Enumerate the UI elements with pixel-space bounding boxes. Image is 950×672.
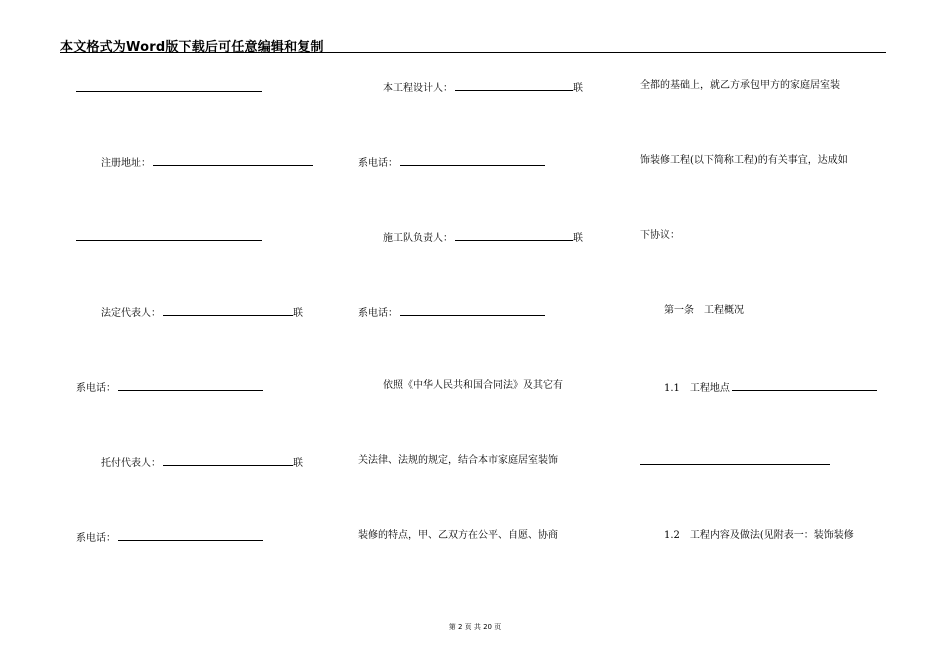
site-location-blank [732, 380, 877, 391]
phone-label: 系电话： [76, 533, 116, 544]
phone-label: 系电话： [358, 308, 398, 319]
entrusted-rep-label: 托付代表人： [101, 458, 161, 469]
page-number-footer: 第 2 页 共 20 页 [448, 623, 502, 631]
reg-address-line [101, 155, 313, 170]
phone-blank [118, 530, 263, 541]
col1-phone-line-2 [76, 530, 263, 545]
col1-blank-line-2 [76, 240, 262, 241]
col2-phone-line-2 [358, 305, 545, 320]
document-header-title: 本文格式为Word版下载后可任意编辑和复制 [60, 40, 324, 55]
col2-phone-line-1 [358, 155, 545, 170]
phone-label: 系电话： [76, 383, 116, 394]
phone-blank [400, 155, 545, 166]
legal-rep-blank [163, 305, 293, 316]
item-1-1-line [664, 380, 877, 395]
col1-blank-line-1 [76, 91, 262, 92]
entrusted-rep-blank [163, 455, 293, 466]
legal-rep-lian: 联 [293, 308, 303, 319]
col1-phone-line-1 [76, 380, 263, 395]
header-divider [60, 52, 886, 53]
preamble-line-2: 关法律、法规的规定，结合本市家庭居室装饰 [358, 455, 558, 466]
designer-label: 本工程设计人： [383, 83, 453, 94]
reg-address-blank [153, 155, 313, 166]
item-1-2-line: 1.2 工程内容及做法(见附表一：装饰装修 [664, 530, 854, 541]
preamble-line-1: 依照《中华人民共和国合同法》及其它有 [383, 380, 563, 391]
crew-leader-label: 施工队负责人： [383, 233, 453, 244]
designer-blank [455, 80, 573, 91]
crew-leader-line [383, 230, 583, 245]
entrusted-rep-line [101, 455, 303, 470]
item-1-1-label: 1.1 工程地点 [664, 383, 730, 394]
designer-line [383, 80, 583, 95]
preamble-line-4: 全都的基础上，就乙方承包甲方的家庭居室装 [640, 80, 840, 91]
legal-rep-label: 法定代表人： [101, 308, 161, 319]
preamble-line-5: 饰装修工程(以下简称工程)的有关事宜，达成如 [640, 155, 848, 166]
phone-blank [400, 305, 545, 316]
legal-rep-line [101, 305, 303, 320]
entrusted-rep-lian: 联 [293, 458, 303, 469]
reg-address-label: 注册地址： [101, 158, 151, 169]
phone-label: 系电话： [358, 158, 398, 169]
col3-blank-line [640, 464, 830, 465]
preamble-line-3: 装修的特点，甲、乙双方在公平、自愿、协商 [358, 530, 558, 541]
phone-blank [118, 380, 263, 391]
preamble-line-6: 下协议： [640, 230, 680, 241]
crew-leader-blank [455, 230, 573, 241]
crew-leader-lian: 联 [573, 233, 583, 244]
designer-lian: 联 [573, 83, 583, 94]
article-1-title: 第一条 工程概况 [664, 305, 744, 316]
